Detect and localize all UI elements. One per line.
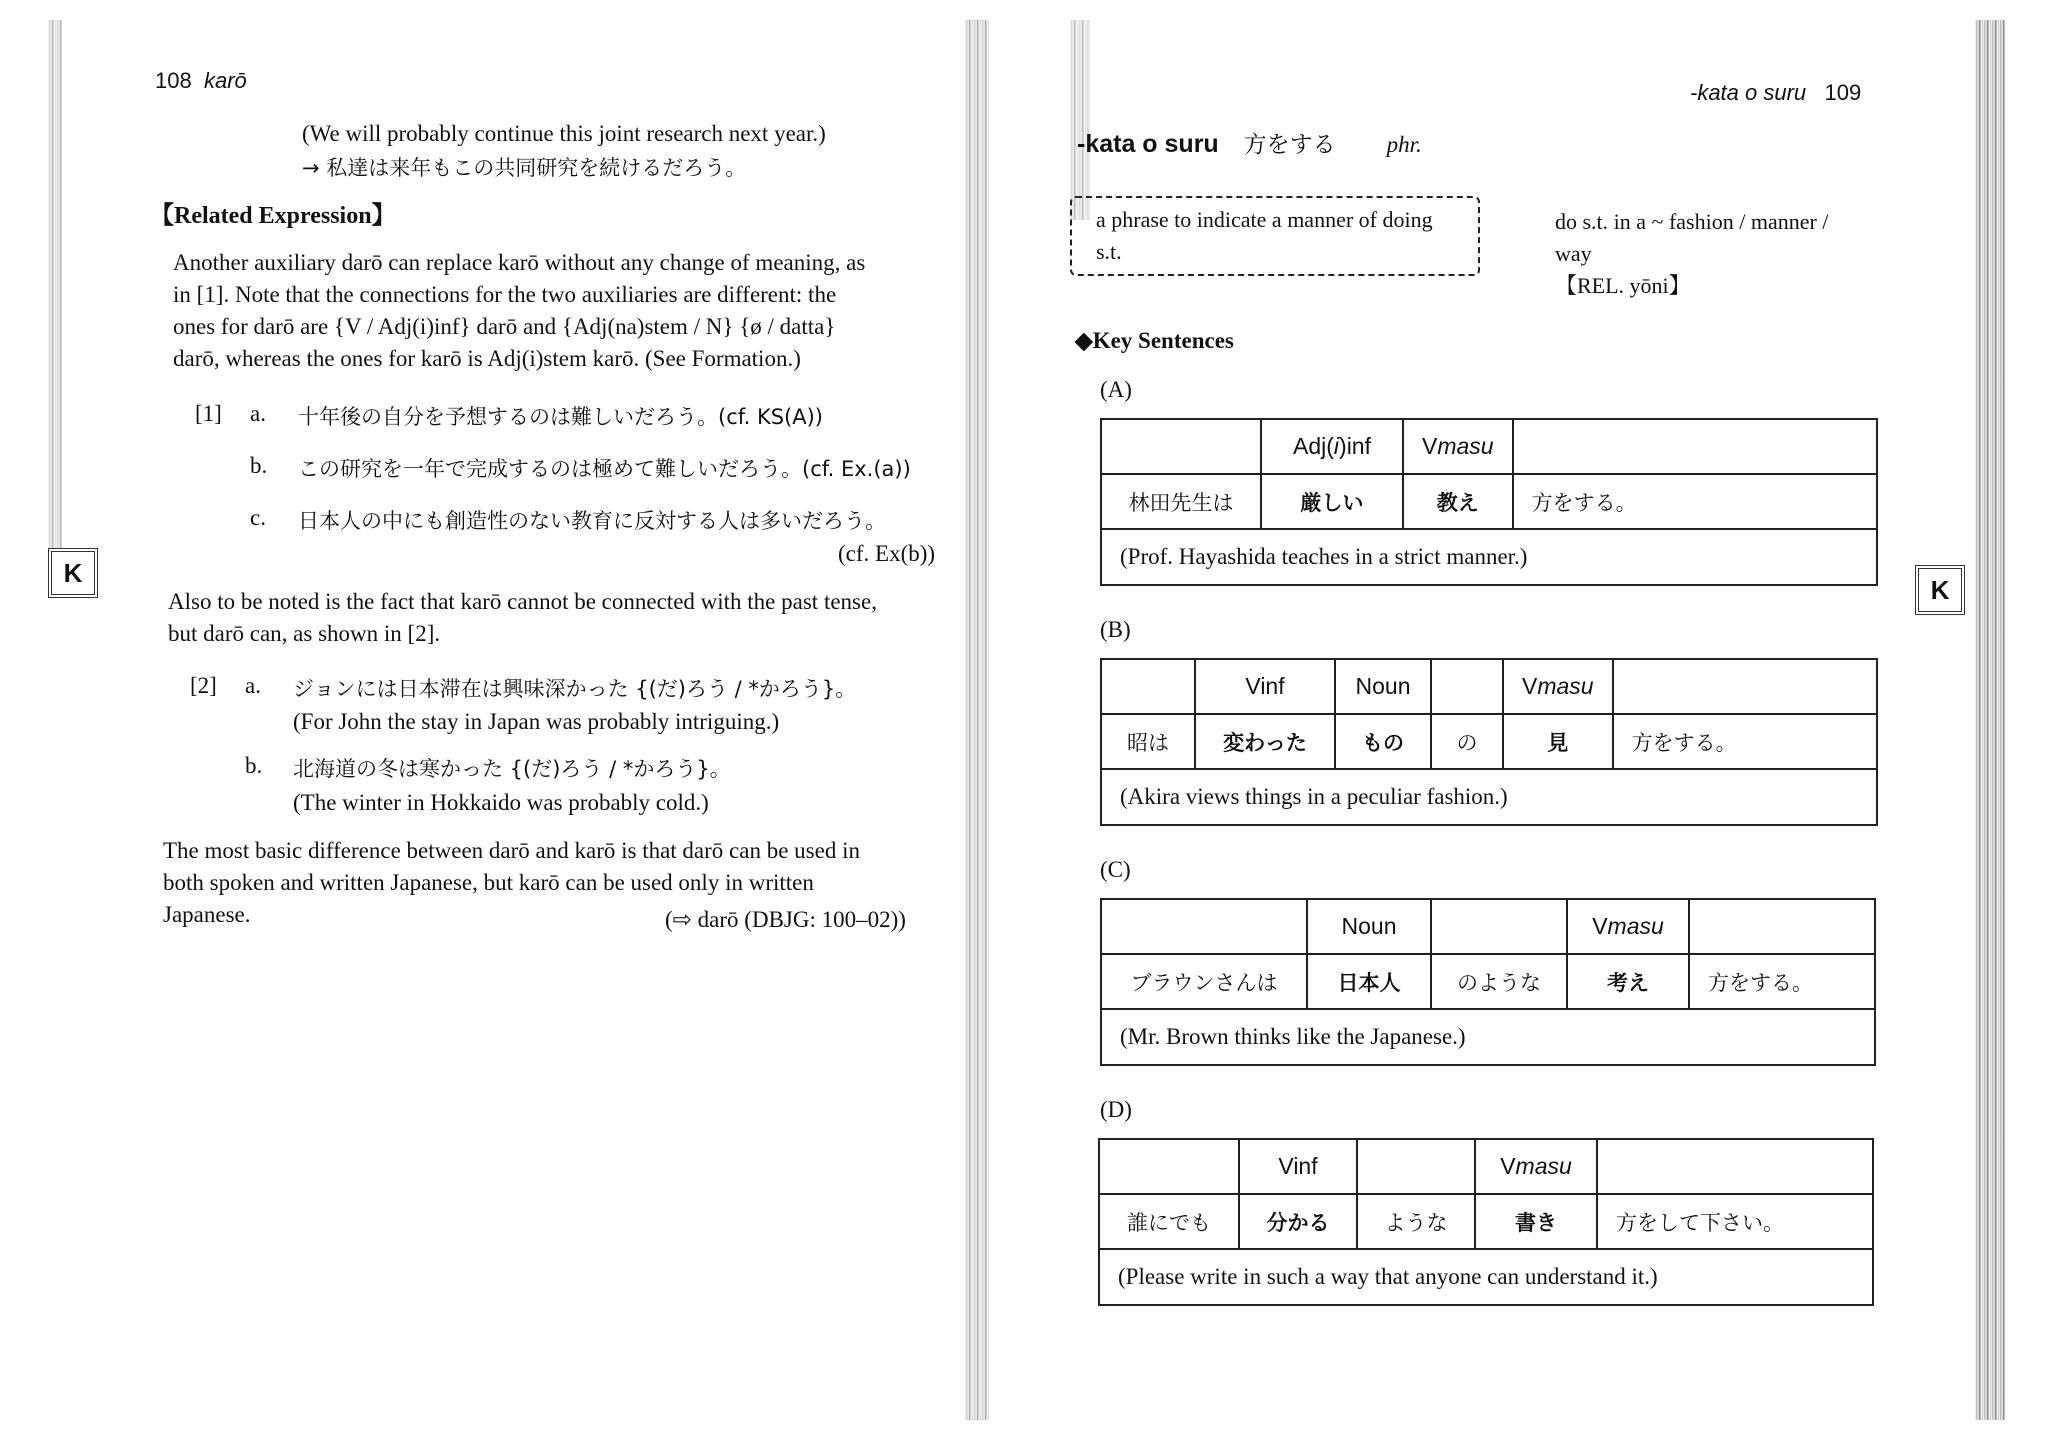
related-expression: 【REL. yōni】 [1555, 273, 1691, 298]
running-head-title: karō [203, 68, 247, 93]
key-sentences-heading: ◆Key Sentences [1075, 328, 1234, 353]
sentence-cell: 日本人 [1307, 954, 1431, 1009]
header-cell [1101, 899, 1307, 954]
table-c-label: (C) [1100, 857, 1131, 882]
translation-cell: (Prof. Hayashida teaches in a strict manner.) [1101, 529, 1877, 585]
header-cell: Vinf [1195, 659, 1335, 714]
header-cell [1357, 1139, 1475, 1194]
para3-line: Japanese. [163, 902, 251, 927]
example-1c-reference: (cf. Ex(b)) [838, 541, 936, 566]
header-cell: Adj(i)inf [1261, 419, 1403, 474]
scan-edge-left [48, 20, 62, 580]
entry-header [1077, 126, 1422, 159]
sentence-cell: 昭は [1101, 714, 1195, 769]
entry-japanese: 方をする [1243, 132, 1336, 158]
para3-line: The most basic difference between darō and karō is that darō can be used in [163, 838, 860, 863]
sentence-cell: 方をする。 [1613, 714, 1877, 769]
header-cell [1431, 899, 1567, 954]
header-cell: Noun [1307, 899, 1431, 954]
para1-line: in [1]. Note that the connections for the two auxiliaries are different: the [173, 282, 837, 307]
header-cell [1099, 1139, 1239, 1194]
header-cell: Vmasu [1403, 419, 1513, 474]
example-2a-japanese: ジョンには日本滞在は興味深かった {(だ)ろう / *かろう}。 [293, 677, 857, 701]
sentence-cell: 方をして下さい。 [1597, 1194, 1873, 1249]
example-2b-japanese: 北海道の冬は寒かった {(だ)ろう / *かろう}。 [293, 757, 731, 781]
example-1a-text: 十年後の自分を予想するのは難しいだろう。(cf. KS(A)) [298, 405, 823, 429]
equivalent-line: do s.t. in a ~ fashion / manner / [1555, 209, 1829, 234]
scan-edge-right [1975, 20, 2005, 1420]
page-number: 109 [1824, 80, 1862, 105]
translation-cell: (Akira views things in a peculiar fashion.) [1101, 769, 1877, 825]
sentence-cell: 見 [1503, 714, 1613, 769]
para1-line: ones for darō are {V / Adj(i)inf} darō and {Adj(na)stem / N} {ø / datta} [173, 314, 836, 339]
right-running-head [1690, 80, 1861, 106]
sentence-cell: の [1431, 714, 1503, 769]
page-number: 108 [155, 68, 192, 93]
header-cell: Vmasu [1475, 1139, 1597, 1194]
example-2b-translation: (The winter in Hokkaido was probably cold.) [293, 790, 709, 815]
header-cell [1513, 419, 1877, 474]
example-2a-letter: a. [245, 673, 261, 698]
intro-translation: (We will probably continue this joint research next year.) [302, 121, 826, 146]
table-d-label: (D) [1100, 1097, 1132, 1122]
header-cell [1597, 1139, 1873, 1194]
header-cell: Vmasu [1567, 899, 1689, 954]
entry-title: -kata o suru [1077, 130, 1219, 158]
table-a-label: (A) [1100, 377, 1132, 402]
example-2b-letter: b. [245, 753, 263, 778]
book-spine-right [1070, 20, 1090, 220]
header-cell [1431, 659, 1503, 714]
sentence-cell: 分かる [1239, 1194, 1357, 1249]
para1-line: darō, whereas the ones for karō is Adj(i)stem karō. (See Formation.) [173, 346, 801, 371]
para3-line: both spoken and written Japanese, but karō can be used only in written [163, 870, 814, 895]
para1-line: Another auxiliary darō can replace karō without any change of meaning, as [173, 250, 866, 275]
left-running-head [155, 68, 247, 94]
key-sentence-table-d [1098, 1138, 1874, 1306]
english-equivalent [1555, 206, 1915, 302]
sentence-cell: ような [1357, 1194, 1475, 1249]
equivalent-line: way [1555, 241, 1592, 266]
running-head-title: -kata o suru [1690, 80, 1807, 105]
example-1c-letter: c. [250, 505, 266, 530]
example-2a-translation: (For John the stay in Japan was probably intriguing.) [293, 709, 780, 734]
example-1b-text: この研究を一年で完成するのは極めて難しいだろう。(cf. Ex.(a)) [298, 457, 911, 481]
table-b-label: (B) [1100, 617, 1131, 642]
paragraph-1 [173, 247, 953, 375]
paragraph-2 [168, 586, 958, 650]
sentence-cell: 方をする。 [1513, 474, 1877, 529]
intro-japanese: → 私達は来年もこの共同研究を続けるだろう。 [302, 156, 747, 180]
sentence-cell: のような [1431, 954, 1567, 1009]
header-cell [1101, 419, 1261, 474]
header-cell: Vmasu [1503, 659, 1613, 714]
example-1a-letter: a. [250, 401, 266, 426]
para2-line: but darō can, as shown in [2]. [168, 621, 441, 646]
sentence-cell: 考え [1567, 954, 1689, 1009]
definition-box: a phrase to indicate a manner of doing s.t. [1070, 196, 1480, 276]
sentence-cell: ブラウンさんは [1101, 954, 1307, 1009]
header-cell [1689, 899, 1875, 954]
key-sentence-table-c [1100, 898, 1876, 1066]
sentence-cell: 書き [1475, 1194, 1597, 1249]
related-expression-heading: 【Related Expression】 [150, 203, 396, 229]
header-cell: Vinf [1239, 1139, 1357, 1194]
example-1-number: [1] [195, 401, 222, 426]
sentence-cell: 方をする。 [1689, 954, 1875, 1009]
sentence-cell: 誰にでも [1099, 1194, 1239, 1249]
para2-line: Also to be noted is the fact that karō cannot be connected with the past tense, [168, 589, 877, 614]
sentence-cell: 林田先生は [1101, 474, 1261, 529]
sentence-cell: もの [1335, 714, 1431, 769]
header-cell: Noun [1335, 659, 1431, 714]
example-1b-letter: b. [250, 453, 268, 478]
thumb-tab-right: K [1915, 565, 1965, 615]
translation-cell: (Please write in such a way that anyone can understand it.) [1099, 1249, 1873, 1305]
part-of-speech: phr. [1386, 132, 1422, 157]
thumb-tab-left: K [48, 548, 98, 598]
key-sentence-table-b [1100, 658, 1878, 826]
translation-cell: (Mr. Brown thinks like the Japanese.) [1101, 1009, 1875, 1065]
cross-reference: (⇨ darō (DBJG: 100–02)) [665, 907, 906, 932]
book-spine-left [965, 20, 989, 1420]
example-2-number: [2] [190, 673, 217, 698]
example-1c-text: 日本人の中にも創造性のない教育に反対する人は多いだろう。 [298, 509, 886, 533]
header-cell [1101, 659, 1195, 714]
sentence-cell: 教え [1403, 474, 1513, 529]
sentence-cell: 厳しい [1261, 474, 1403, 529]
sentence-cell: 変わった [1195, 714, 1335, 769]
header-cell [1613, 659, 1877, 714]
key-sentence-table-a [1100, 418, 1878, 586]
